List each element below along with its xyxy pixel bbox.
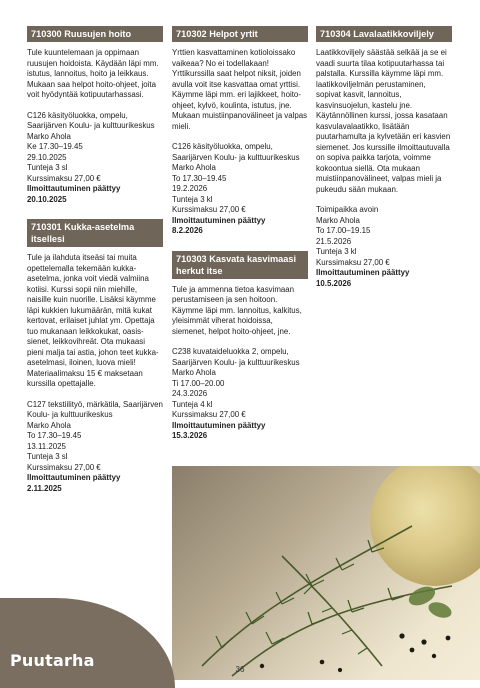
course-710304 (316, 26, 452, 289)
column-right (316, 26, 452, 303)
course-title: 710300 Ruusujen hoito (27, 26, 163, 42)
deadline-label: Ilmoittautuminen päättyy (172, 420, 266, 430)
course-710301 (27, 219, 163, 494)
course-teacher: Marko Ahola (316, 215, 360, 225)
rosemary-illustration (172, 466, 480, 680)
course-hours: Tunteja 4 kl (172, 399, 213, 409)
deadline-date: 8.2.2026 (172, 226, 203, 235)
deadline-label: Ilmoittautuminen päättyy (27, 184, 121, 193)
course-hours: Tunteja 3 kl (316, 247, 357, 256)
herbs-photo (172, 466, 480, 680)
course-710303 (172, 251, 308, 442)
course-fee: Kurssimaksu 27,00 € (27, 462, 101, 472)
column-left (27, 26, 163, 508)
course-710300 (27, 26, 163, 205)
course-description: Laatikkoviljely säästää selkää ja se ei vaadi suurta tilaa kotipuutarhassa tai palstalla. Kurssilla käymme läpi mm. laatikkoviljelmän perustaminen, sopivat kasvit, lannoitus, kasvinsuojelun, kastelu jne. Käytännöllinen kurssi, jossa kasataan kasvulavalaatikko, lisätään puutarhamulta ja kylvetään eri kasvien siemenet. Jos kurssille ilmoittautuvalla on sopiva paikka tarjota, voimme kokoontua siellä. Ota mukaan muistiinpanovälineet, valpas mieli ja pukeudu sään mukaan. (316, 48, 451, 194)
column-middle (172, 26, 308, 456)
course-date: 29.10.2025 (27, 152, 67, 162)
course-title: 710302 Helpot yrtit (172, 26, 308, 42)
course-location: C238 kuvataideluokka 2, ompelu, Saarijärven Koulu- ja kulttuurikeskus (172, 347, 300, 367)
course-title: 710301 Kukka-asetelma itsellesi (27, 219, 163, 247)
course-time: To 17.00–19.15 (316, 226, 371, 235)
course-time: To 17.30–19.45 (27, 431, 82, 440)
section-corner-shape (0, 598, 175, 688)
deadline-date: 10.5.2026 (316, 278, 352, 288)
course-teacher: Marko Ahola (172, 368, 216, 377)
deadline-date: 20.10.2025 (27, 194, 67, 204)
course-fee: Kurssimaksu 27,00 € (172, 205, 246, 214)
course-location: C126 käsityöluokka, ompelu, Saarijärven Koulu- ja kulttuurikeskus (27, 110, 155, 130)
course-teacher: Marko Ahola (27, 420, 71, 430)
course-title: 710303 Kasvata kasvimaasi herkut itse (172, 251, 308, 279)
course-location: C127 tekstiilityö, märkätila, Saarijärven Koulu- ja kulttuurikeskus (27, 399, 163, 419)
course-description: Tule ja ilahduta itseäsi tai muita opettelemalla tekemään kukka-asetelma, jonka voit viedä valmiina kotiisi. Kurssi sopii niin miehille, naisille kuin nuorille. Lisäksi käymme läpi kukkien lukumäärän, mitä kukat kertovat, erilaiset juhlat ym. Opettaja tuo mukanaan leikkokukat, oasis-sienet, leikkovihreät. Ota mukaasi pieni malja tai astia, johon teet kukka-asetelmasi, iloinen, luova mieli! Materiaalimaksu 15 € maksetaan kurssilla opettajalle. (27, 253, 159, 388)
course-hours: Tunteja 3 sl (27, 163, 68, 172)
deadline-label: Ilmoittautuminen päättyy (316, 268, 410, 277)
course-time: Ke 17.30–19.45 (27, 142, 83, 151)
course-description: Tule kuuntelemaan ja oppimaan ruusujen hoidoista. Käydään läpi mm. istutus, lannoitus, hoito ja leikkaus. Mukaan saa helpot hoito-ohjeet, joita voit hyödyntää kotipuutarhassasi. (27, 48, 159, 99)
course-710302 (172, 26, 308, 237)
deadline-date: 2.11.2025 (27, 483, 62, 493)
course-location: Toimipaikka avoin (316, 205, 379, 214)
course-date: 13.11.2025 (27, 441, 66, 451)
page-number: 36 (235, 665, 245, 674)
course-date: 21.5.2026 (316, 236, 352, 246)
course-fee: Kurssimaksu 27,00 € (27, 173, 101, 183)
course-description: Yrttien kasvattaminen kotioloissako vaikeaa? No ei todellakaan! Yrttikurssilla saat helpot niksit, joiden avulla voit itse kasvattaa omat yrttisi. Käymme läpi mm. eri lajikkeet, hoito-ohjeet, kylvö, koulinta, istutus, jne. Mukaan muistiinpanovälineet ja valpas mieli. (172, 48, 308, 131)
course-fee: Kurssimaksu 27,00 € (316, 257, 390, 267)
course-description: Tule ja ammenna tietoa kasvimaan perustamiseen ja sen hoitoon. Käymme läpi mm. lannoitus, kalkitus, yleisimmät viherat hoidoissa, siemenet, helpot hoito-ohjeet, jne. (172, 284, 302, 336)
course-date: 24.3.2026 (172, 389, 208, 398)
course-fee: Kurssimaksu 27,00 € (172, 410, 246, 419)
course-hours: Tunteja 3 kl (172, 194, 213, 204)
course-hours: Tunteja 3 sl (27, 452, 68, 461)
deadline-label: Ilmoittautuminen päättyy (172, 215, 266, 225)
course-time: Ti 17.00–20.00 (172, 378, 225, 388)
section-title: Puutarha (10, 651, 95, 670)
course-teacher: Marko Ahola (27, 131, 71, 141)
course-time: To 17.30–19.45 (172, 173, 227, 183)
deadline-label: Ilmoittautuminen päättyy (27, 473, 121, 482)
course-date: 19.2.2026 (172, 184, 208, 193)
course-teacher: Marko Ahola (172, 163, 216, 172)
course-title: 710304 Lavalaatikkoviljely (316, 26, 452, 42)
deadline-date: 15.3.2026 (172, 431, 208, 440)
course-location: C126 käsityöluokka, ompelu, Saarijärven Koulu- ja kulttuurikeskus (172, 142, 300, 162)
